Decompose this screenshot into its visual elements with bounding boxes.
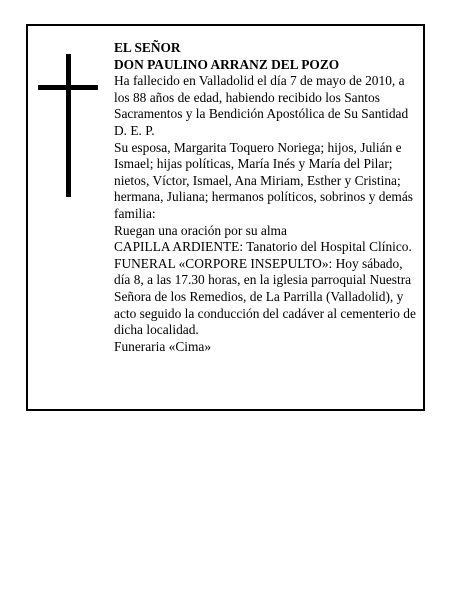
heading-title: EL SEÑOR — [114, 40, 181, 55]
cross-icon — [38, 54, 98, 197]
cross-horizontal-bar — [38, 85, 98, 90]
death-announcement: Ha fallecido en Valladolid el día 7 de mayo de 2010, a los 88 años de edad, habiendo recibido los Santos Sacramentos y la Bendición Apostólica de Su Santidad D. E. P. — [114, 73, 409, 138]
prayer-request: Ruegan una oración por su alma — [114, 222, 287, 238]
cross-vertical-bar — [66, 54, 71, 197]
family-list: Su esposa, Margarita Toquero Noriega; hijos, Julián e Ismael; hijas políticas, María Inés y María del Pilar; nietos, Víctor, Ismael, Ana Miriam, Esther y Cristina; hermana, Juliana; hermanos políticos, sobrinos y demás familia: — [114, 139, 413, 221]
notice-text — [114, 40, 420, 355]
chapel-info: CAPILLA ARDIENTE: Tanatorio del Hospital Clínico. — [114, 239, 412, 255]
funeral-home: Funeraria «Cima» — [114, 338, 212, 354]
obituary-notice — [26, 24, 425, 411]
funeral-info: FUNERAL «CORPORE INSEPULTO»: Hoy sábado, día 8, a las 17.30 horas, en la iglesia parroquial Nuestra Señora de los Remedios, de La Parrilla (Valladolid), y acto seguido la conducción del cadáver al cementerio de dicha localidad. — [114, 255, 416, 338]
deceased-name: DON PAULINO ARRANZ DEL POZO — [114, 56, 340, 72]
